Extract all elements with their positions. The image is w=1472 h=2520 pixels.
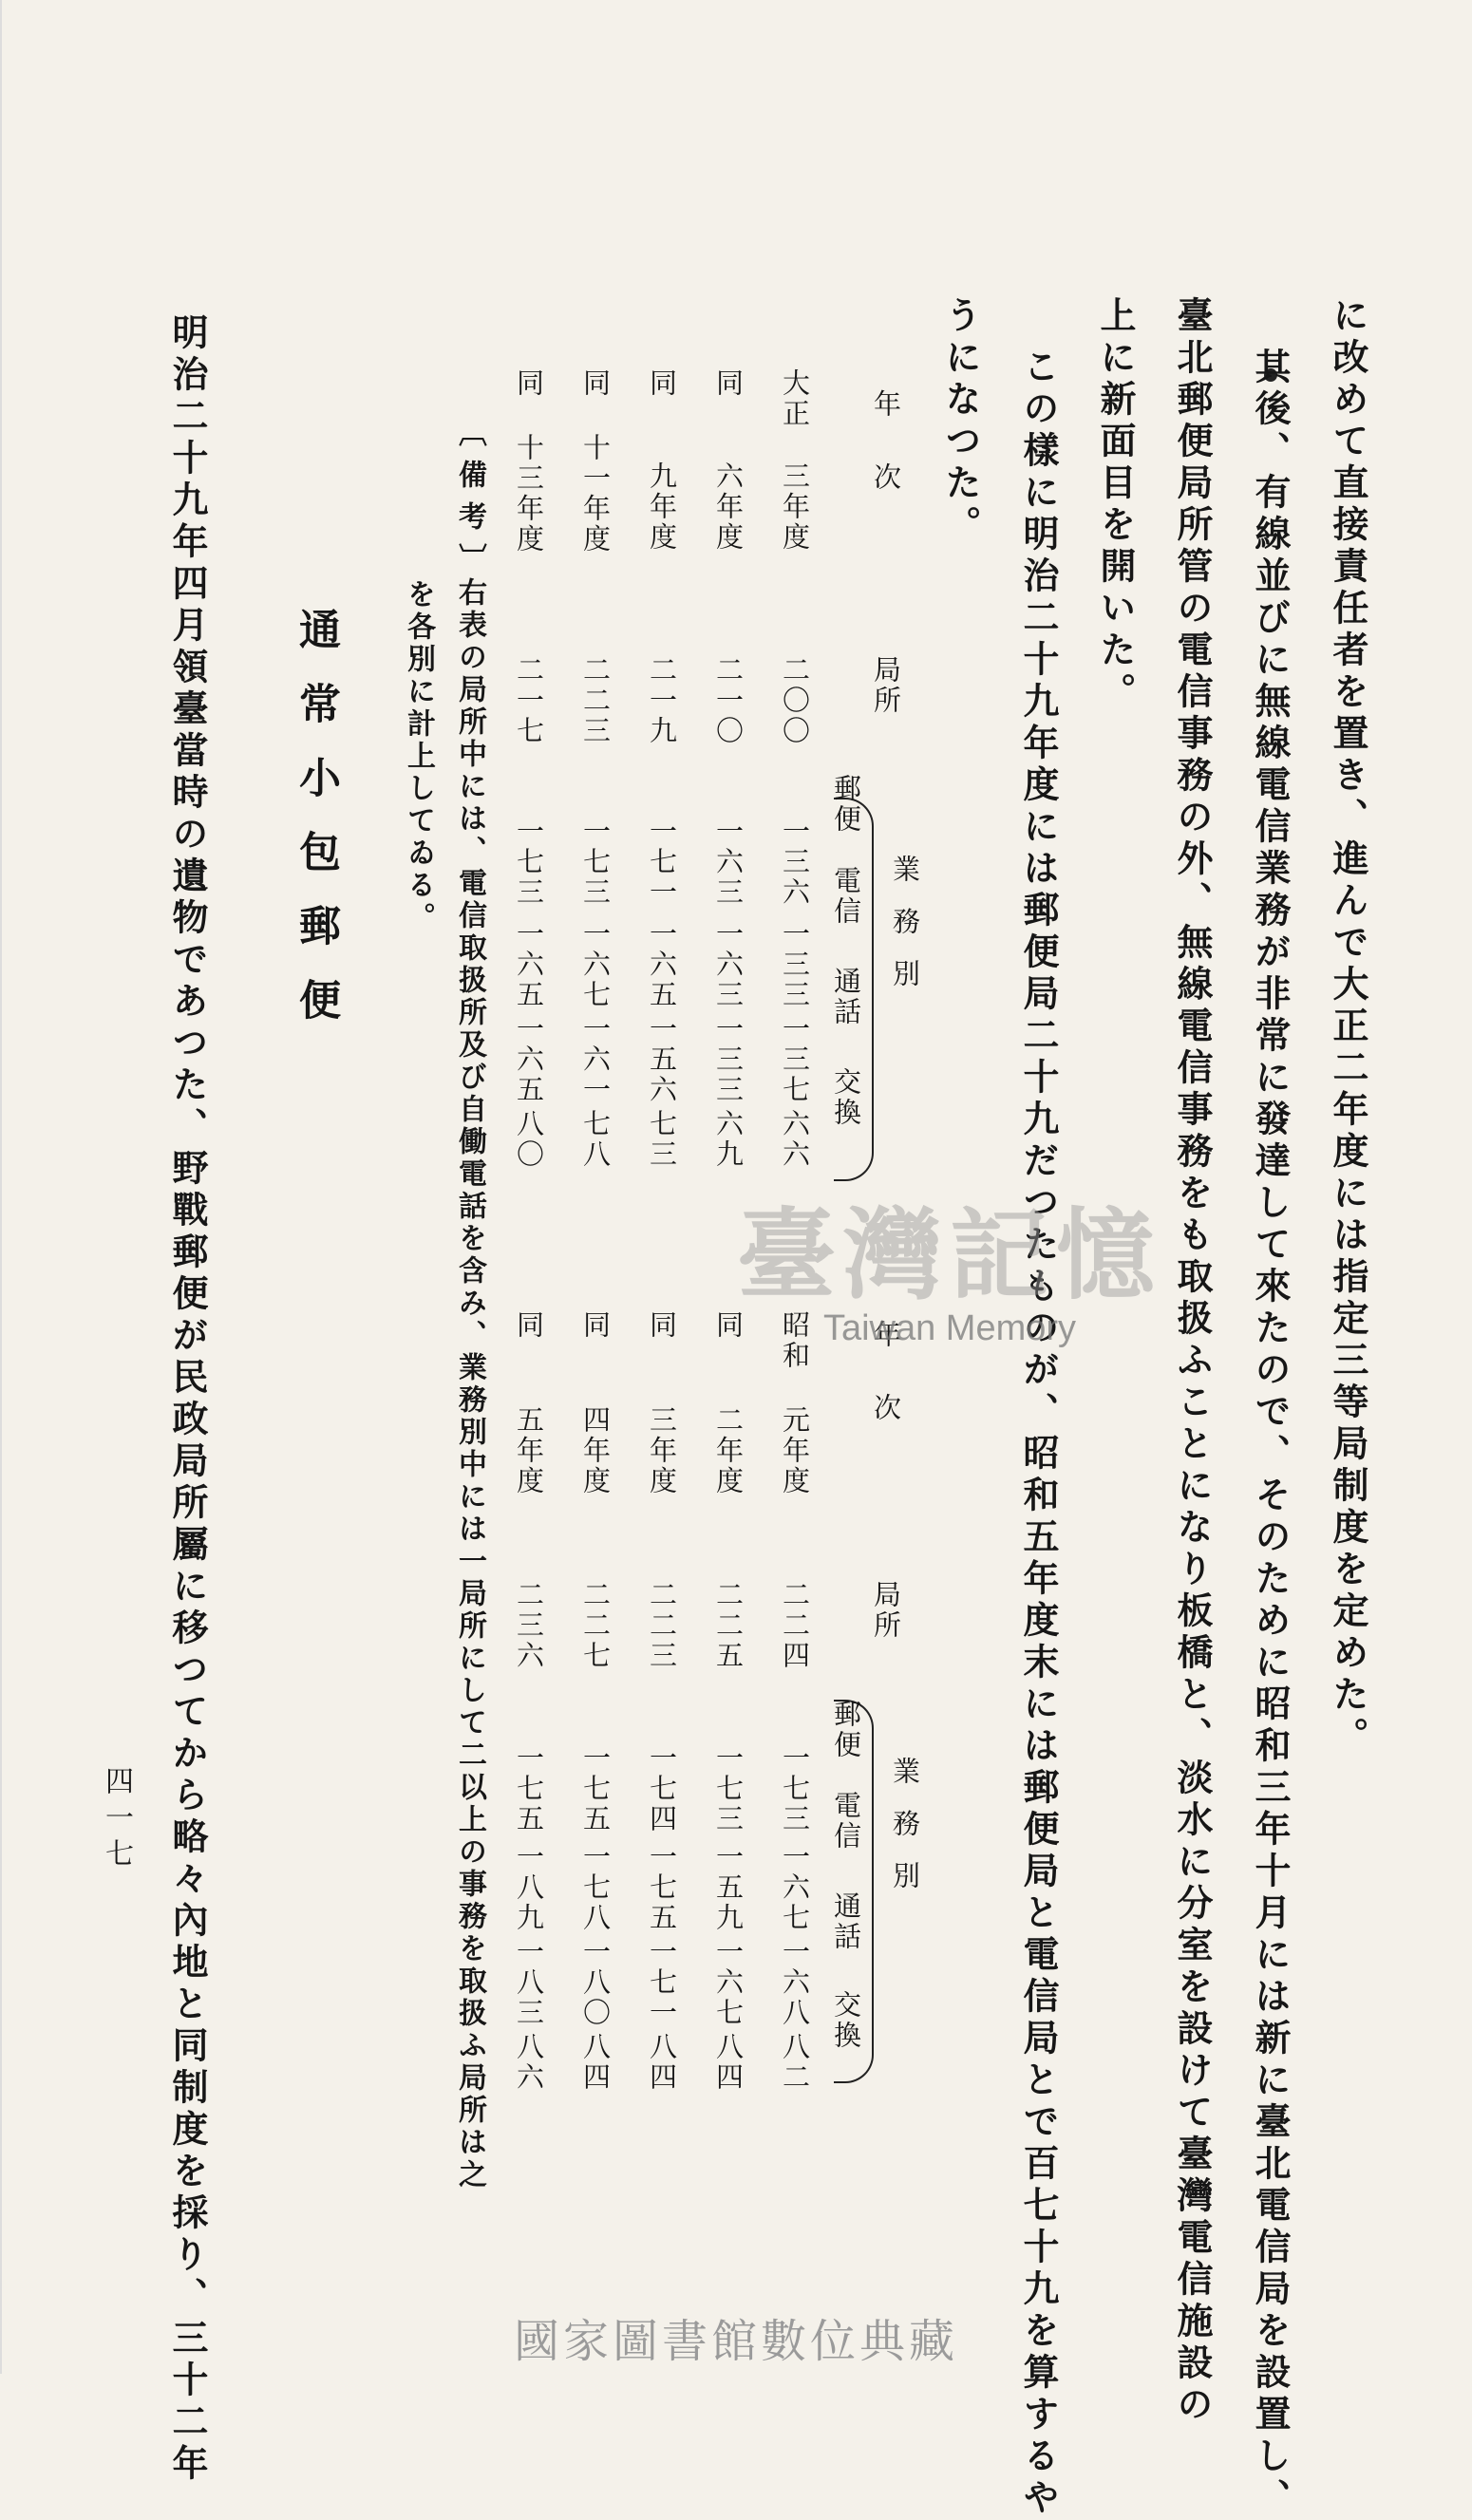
- header-year-right: 年次: [870, 1320, 902, 1466]
- row-postal: 一三六: [779, 817, 811, 908]
- body-column-final: 明治二十九年四月領臺當時の遺物であつた、野戰郵便が民政局所屬に移つてから略々內地と同制度を採り、三十二年: [166, 313, 209, 2486]
- row-telegraph: 一三三: [779, 919, 811, 1010]
- page-number: 四一七: [100, 1766, 133, 1874]
- row-year: 三年度: [646, 1405, 678, 1496]
- row-year: 四年度: [579, 1405, 612, 1496]
- row-telephone: 一六一: [579, 1014, 612, 1105]
- row-era: 大正: [779, 368, 811, 429]
- header-year-left: 年次: [870, 389, 902, 536]
- row-telegraph: 一五九: [712, 1842, 745, 1933]
- header-offices-right: 局所: [870, 1580, 902, 1641]
- row-telegraph: 一七八: [579, 1842, 612, 1933]
- row-year: 十一年度: [579, 433, 612, 555]
- service-postal-right: 郵便: [830, 1700, 862, 1760]
- row-offices: 二一七: [513, 655, 545, 746]
- row-telephone: 一七一: [646, 1937, 678, 2028]
- row-year: 十三年度: [513, 433, 545, 555]
- header-category-left: 業務別: [889, 855, 921, 1011]
- service-telephone-right: 通話: [830, 1891, 862, 1952]
- header-offices-left: 局所: [870, 655, 902, 716]
- row-offices: 二〇〇: [779, 655, 811, 746]
- row-era: 同: [579, 1310, 612, 1341]
- row-telegraph: 一六五: [646, 919, 678, 1010]
- row-offices: 二一九: [646, 655, 678, 746]
- row-offices: 二二四: [779, 1580, 811, 1671]
- row-telegraph: 一六五: [513, 919, 545, 1010]
- row-telephone: 一五六: [646, 1014, 678, 1105]
- service-telephone-left: 通話: [830, 967, 862, 1027]
- row-postal: 一七三: [579, 817, 612, 908]
- header-category-right: 業務別: [889, 1757, 921, 1913]
- row-postal: 一七四: [646, 1743, 678, 1834]
- row-postal: 一七三: [513, 817, 545, 908]
- row-exchange: 八二: [779, 2032, 811, 2093]
- row-offices: 二二五: [712, 1580, 745, 1671]
- row-telephone: 一六七: [712, 1937, 745, 2028]
- service-telegraph-right: 電信: [830, 1791, 862, 1852]
- row-offices: 二二七: [579, 1580, 612, 1671]
- row-postal: 一七三: [712, 1743, 745, 1834]
- row-postal: 一七五: [513, 1743, 545, 1834]
- service-telegraph-left: 電信: [830, 866, 862, 927]
- row-era: 同: [712, 1310, 745, 1341]
- row-exchange: 七三: [646, 1109, 678, 1170]
- archive-footer: 國家圖書館數位典藏: [513, 2315, 958, 2368]
- row-year: 元年度: [779, 1405, 811, 1496]
- row-exchange: 八四: [712, 2032, 745, 2093]
- row-era: 同: [579, 368, 612, 399]
- row-telephone: 一三三: [712, 1014, 745, 1105]
- note-line-2: を各別に計上してゐる。: [402, 579, 435, 934]
- body-column-6: うになつた。: [939, 296, 982, 547]
- row-postal: 一六三: [712, 817, 745, 908]
- body-column-4: 上に新面目を開いた。: [1094, 296, 1137, 714]
- note-line-1: 右表の局所中には、電信取扱所及び自働電話を含み、業務別中には一局所にして二以上の事務を取扱ふ局所は之: [453, 577, 486, 2191]
- service-postal-left: 郵便: [830, 774, 862, 835]
- row-telephone: 一八三: [513, 1937, 545, 2028]
- row-telephone: 一六八: [779, 1937, 811, 2028]
- row-year: 六年度: [712, 461, 745, 553]
- row-exchange: 八〇: [513, 1109, 545, 1170]
- row-year: 五年度: [513, 1405, 545, 1496]
- row-era: 昭和: [779, 1310, 811, 1371]
- row-exchange: 七八: [579, 1109, 612, 1170]
- row-exchange: 八四: [646, 2032, 678, 2093]
- row-telephone: 一八〇: [579, 1937, 612, 2028]
- body-column-5: この樣に明治二十九年度には郵便局二十九だつたものが、昭和五年度末には郵便局と電信局とで百七十九を算するや: [1017, 348, 1060, 2520]
- row-year: 二年度: [712, 1405, 745, 1496]
- row-era: 同: [646, 1310, 678, 1341]
- note-label: 〔備考〕: [453, 418, 486, 585]
- service-exchange-left: 交換: [830, 1067, 862, 1128]
- row-offices: 二一〇: [712, 655, 745, 746]
- page-edge: [0, 0, 2, 2374]
- row-postal: 一七三: [779, 1743, 811, 1834]
- body-column-3: 臺北郵便局所管の電信事務の外、無線電信事務をも取扱ふことになり板橋と、淡水に分室を設けて臺灣電信施設の: [1171, 296, 1214, 2427]
- row-era: 同: [513, 368, 545, 399]
- row-exchange: 八六: [513, 2032, 545, 2093]
- row-era: 同: [646, 368, 678, 399]
- service-exchange-right: 交換: [830, 1990, 862, 2051]
- row-era: 同: [513, 1310, 545, 1341]
- row-offices: 二二三: [646, 1580, 678, 1671]
- row-offices: 二三六: [513, 1580, 545, 1671]
- row-era: 同: [712, 368, 745, 399]
- body-column-1: に改めて直接責任者を置き、進んで大正二年度には指定三等局制度を定めた。: [1327, 296, 1369, 1758]
- row-telegraph: 一七五: [646, 1842, 678, 1933]
- watermark-sub: Taiwan Memory: [822, 1308, 1077, 1348]
- row-telephone: 一三七: [779, 1014, 811, 1105]
- watermark: [731, 1196, 1168, 1349]
- row-year: 三年度: [779, 461, 811, 553]
- row-postal: 一七五: [579, 1743, 612, 1834]
- row-telephone: 一六五: [513, 1014, 545, 1105]
- row-offices: 二二三: [579, 655, 612, 746]
- row-year: 九年度: [646, 461, 678, 553]
- section-heading: 通常小包郵便: [292, 608, 340, 1052]
- row-exchange: 六九: [712, 1109, 745, 1170]
- row-postal: 一七一: [646, 817, 678, 908]
- body-column-2: 其後、有線並びに無線電信業務が非常に發達して來たので、そのために昭和三年十月には新に臺北電信局を設置し、: [1249, 348, 1292, 2520]
- row-exchange: 八四: [579, 2032, 612, 2093]
- watermark-main: 臺灣記憶: [736, 1196, 1162, 1313]
- row-telegraph: 一六七: [779, 1842, 811, 1933]
- row-telegraph: 一六三: [712, 919, 745, 1010]
- row-telegraph: 一六七: [579, 919, 612, 1010]
- row-telegraph: 一八九: [513, 1842, 545, 1933]
- row-exchange: 六六: [779, 1109, 811, 1170]
